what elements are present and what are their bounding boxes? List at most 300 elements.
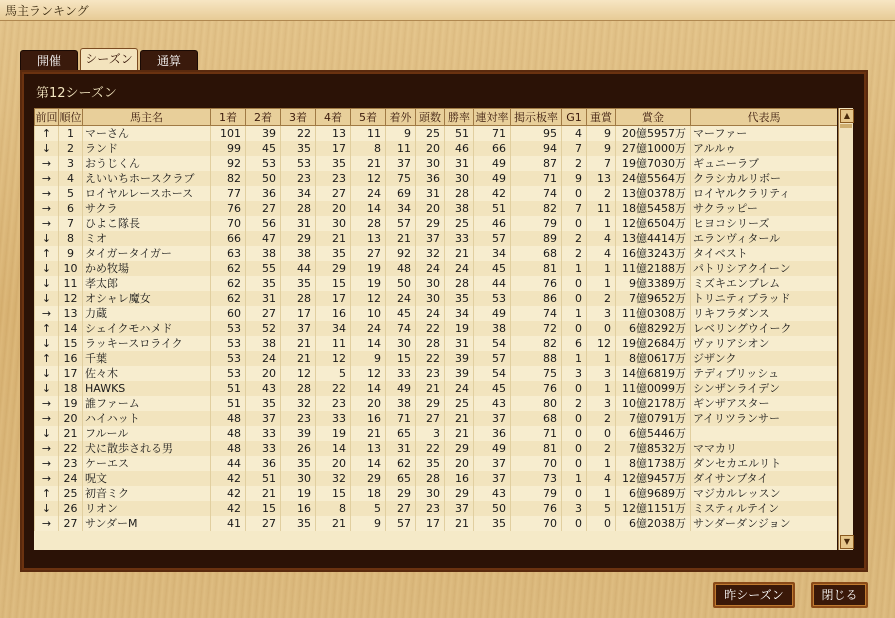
cell-prize: 12億1151万 bbox=[616, 501, 691, 516]
cell-prize: 6億9689万 bbox=[616, 486, 691, 501]
prev-season-button[interactable]: 昨シーズン bbox=[713, 582, 795, 608]
cell-top-horse: ロイヤルクラリティ bbox=[691, 186, 838, 201]
cell-board-rate: 80 bbox=[511, 396, 562, 411]
cell-third: 44 bbox=[281, 261, 316, 276]
cell-third: 29 bbox=[281, 231, 316, 246]
cell-second: 35 bbox=[246, 276, 281, 291]
cell-rank: 16 bbox=[59, 351, 83, 366]
cell-outside: 15 bbox=[386, 351, 416, 366]
cell-place-rate: 43 bbox=[474, 396, 511, 411]
scroll-up-icon[interactable]: ▲ bbox=[840, 109, 854, 123]
table-row[interactable] bbox=[35, 276, 838, 291]
cell-owner: サクラ bbox=[83, 201, 211, 216]
cell-grade: 2 bbox=[587, 441, 616, 456]
cell-third: 16 bbox=[281, 501, 316, 516]
cell-board-rate: 68 bbox=[511, 411, 562, 426]
cell-top-horse: ミスティルテイン bbox=[691, 501, 838, 516]
cell-second: 15 bbox=[246, 501, 281, 516]
cell-place-rate: 37 bbox=[474, 456, 511, 471]
cell-place-rate: 35 bbox=[474, 516, 511, 531]
cell-fourth: 35 bbox=[316, 246, 351, 261]
tab-session[interactable]: 開催 bbox=[20, 50, 78, 71]
cell-fourth: 5 bbox=[316, 366, 351, 381]
cell-horses: 31 bbox=[416, 186, 445, 201]
table-row[interactable] bbox=[35, 291, 838, 306]
cell-top-horse: ヴァリアシオン bbox=[691, 336, 838, 351]
cell-board-rate: 88 bbox=[511, 351, 562, 366]
cell-fifth: 28 bbox=[351, 216, 386, 231]
cell-fifth: 9 bbox=[351, 351, 386, 366]
cell-board-rate: 76 bbox=[511, 276, 562, 291]
cell-prize: 6億8292万 bbox=[616, 321, 691, 336]
cell-horses: 24 bbox=[416, 261, 445, 276]
table-row[interactable] bbox=[35, 486, 838, 501]
cell-owner: 初音ミク bbox=[83, 486, 211, 501]
cell-top-horse: パトリシアクイーン bbox=[691, 261, 838, 276]
cell-top-horse: ヒヨコシリーズ bbox=[691, 216, 838, 231]
cell-outside: 31 bbox=[386, 441, 416, 456]
cell-second: 33 bbox=[246, 441, 281, 456]
cell-horses: 28 bbox=[416, 336, 445, 351]
ranking-table bbox=[34, 108, 837, 531]
cell-win-rate: 24 bbox=[445, 381, 474, 396]
header-fifth[interactable]: 5着 bbox=[351, 109, 386, 126]
cell-fourth: 30 bbox=[316, 216, 351, 231]
cell-outside: 29 bbox=[386, 486, 416, 501]
cell-owner: ミオ bbox=[83, 231, 211, 246]
cell-grade: 1 bbox=[587, 381, 616, 396]
cell-fifth: 10 bbox=[351, 306, 386, 321]
cell-rank: 18 bbox=[59, 381, 83, 396]
cell-prize: 11億2188万 bbox=[616, 261, 691, 276]
cell-g1: 3 bbox=[562, 366, 587, 381]
cell-owner: リオン bbox=[83, 501, 211, 516]
table-row[interactable] bbox=[35, 501, 838, 516]
cell-prev: ↑ bbox=[35, 351, 59, 366]
cell-win-rate: 37 bbox=[445, 501, 474, 516]
cell-fourth: 15 bbox=[316, 486, 351, 501]
cell-g1: 0 bbox=[562, 411, 587, 426]
cell-place-rate: 37 bbox=[474, 411, 511, 426]
cell-third: 30 bbox=[281, 471, 316, 486]
cell-prev: ↑ bbox=[35, 126, 59, 142]
header-prev[interactable]: 前回 bbox=[35, 109, 59, 126]
cell-win-rate: 39 bbox=[445, 351, 474, 366]
table-row[interactable] bbox=[35, 381, 838, 396]
cell-top-horse: サンダーダンジョン bbox=[691, 516, 838, 531]
cell-first: 99 bbox=[211, 141, 246, 156]
cell-board-rate: 74 bbox=[511, 306, 562, 321]
cell-second: 52 bbox=[246, 321, 281, 336]
cell-first: 53 bbox=[211, 366, 246, 381]
cell-grade: 1 bbox=[587, 351, 616, 366]
cell-third: 35 bbox=[281, 516, 316, 531]
cell-top-horse: エランヴィタール bbox=[691, 231, 838, 246]
cell-board-rate: 87 bbox=[511, 156, 562, 171]
cell-top-horse: テディブリッシュ bbox=[691, 366, 838, 381]
cell-second: 36 bbox=[246, 186, 281, 201]
cell-owner: シェイクモハメド bbox=[83, 321, 211, 336]
cell-win-rate: 51 bbox=[445, 126, 474, 142]
cell-fourth: 29 bbox=[316, 261, 351, 276]
cell-second: 45 bbox=[246, 141, 281, 156]
cell-second: 31 bbox=[246, 291, 281, 306]
cell-win-rate: 19 bbox=[445, 321, 474, 336]
table-row[interactable] bbox=[35, 201, 838, 216]
cell-fifth: 14 bbox=[351, 201, 386, 216]
cell-third: 12 bbox=[281, 366, 316, 381]
cell-place-rate: 38 bbox=[474, 321, 511, 336]
header-owner[interactable]: 馬主名 bbox=[83, 109, 211, 126]
table-row[interactable] bbox=[35, 516, 838, 531]
cell-top-horse: ミズキエンブレム bbox=[691, 276, 838, 291]
cell-horses: 30 bbox=[416, 276, 445, 291]
cell-owner: ひよこ隊長 bbox=[83, 216, 211, 231]
cell-g1: 0 bbox=[562, 381, 587, 396]
cell-fourth: 19 bbox=[316, 426, 351, 441]
cell-second: 20 bbox=[246, 366, 281, 381]
cell-board-rate: 71 bbox=[511, 171, 562, 186]
cell-grade: 11 bbox=[587, 201, 616, 216]
cell-place-rate: 49 bbox=[474, 306, 511, 321]
cell-first: 82 bbox=[211, 171, 246, 186]
cell-third: 28 bbox=[281, 291, 316, 306]
table-row[interactable] bbox=[35, 396, 838, 411]
header-outside[interactable]: 着外 bbox=[386, 109, 416, 126]
cell-board-rate: 70 bbox=[511, 516, 562, 531]
cell-fifth: 14 bbox=[351, 381, 386, 396]
cell-g1: 0 bbox=[562, 486, 587, 501]
header-rank[interactable]: 順位 bbox=[59, 109, 83, 126]
cell-prev: ↑ bbox=[35, 486, 59, 501]
cell-board-rate: 75 bbox=[511, 366, 562, 381]
cell-outside: 74 bbox=[386, 321, 416, 336]
cell-horses: 27 bbox=[416, 411, 445, 426]
cell-rank: 13 bbox=[59, 306, 83, 321]
table-row[interactable] bbox=[35, 171, 838, 186]
cell-top-horse: マジカルレッスン bbox=[691, 486, 838, 501]
cell-outside: 37 bbox=[386, 156, 416, 171]
cell-outside: 33 bbox=[386, 366, 416, 381]
cell-second: 36 bbox=[246, 456, 281, 471]
table-row[interactable] bbox=[35, 231, 838, 246]
cell-prize: 14億6819万 bbox=[616, 366, 691, 381]
cell-prev: → bbox=[35, 171, 59, 186]
cell-second: 51 bbox=[246, 471, 281, 486]
table-row[interactable] bbox=[35, 261, 838, 276]
season-label: 第12シーズン bbox=[36, 86, 117, 101]
table-row[interactable] bbox=[35, 216, 838, 231]
cell-prev: ↓ bbox=[35, 291, 59, 306]
cell-first: 62 bbox=[211, 276, 246, 291]
table-row[interactable] bbox=[35, 186, 838, 201]
cell-first: 62 bbox=[211, 261, 246, 276]
cell-second: 38 bbox=[246, 336, 281, 351]
cell-second: 43 bbox=[246, 381, 281, 396]
header-board-rate[interactable]: 掲示板率 bbox=[511, 109, 562, 126]
cell-prize: 20億5957万 bbox=[616, 126, 691, 142]
header-prize[interactable]: 賞金 bbox=[616, 109, 691, 126]
cell-owner: 佐々木 bbox=[83, 366, 211, 381]
cell-top-horse: シンザンライデン bbox=[691, 381, 838, 396]
cell-rank: 26 bbox=[59, 501, 83, 516]
table-row[interactable] bbox=[35, 246, 838, 261]
cell-g1: 1 bbox=[562, 306, 587, 321]
cell-second: 21 bbox=[246, 486, 281, 501]
cell-place-rate: 66 bbox=[474, 141, 511, 156]
cell-grade: 7 bbox=[587, 156, 616, 171]
cell-owner: 誰ファーム bbox=[83, 396, 211, 411]
cell-g1: 2 bbox=[562, 156, 587, 171]
cell-rank: 23 bbox=[59, 456, 83, 471]
cell-outside: 45 bbox=[386, 306, 416, 321]
header-grade[interactable]: 重賞 bbox=[587, 109, 616, 126]
tab-season[interactable]: シーズン bbox=[80, 48, 138, 71]
cell-prev: → bbox=[35, 186, 59, 201]
cell-outside: 11 bbox=[386, 141, 416, 156]
cell-prev: ↓ bbox=[35, 366, 59, 381]
cell-fourth: 21 bbox=[316, 516, 351, 531]
cell-prize: 7億8532万 bbox=[616, 441, 691, 456]
cell-top-horse: アイリツランサー bbox=[691, 411, 838, 426]
header-first[interactable]: 1着 bbox=[211, 109, 246, 126]
cell-rank: 1 bbox=[59, 126, 83, 142]
cell-horses: 21 bbox=[416, 381, 445, 396]
table-row[interactable] bbox=[35, 471, 838, 486]
cell-fourth: 35 bbox=[316, 156, 351, 171]
cell-first: 53 bbox=[211, 321, 246, 336]
close-button[interactable]: 閉じる bbox=[811, 582, 868, 608]
tab-total[interactable]: 通算 bbox=[140, 50, 198, 71]
cell-second: 55 bbox=[246, 261, 281, 276]
cell-board-rate: 71 bbox=[511, 426, 562, 441]
cell-place-rate: 49 bbox=[474, 171, 511, 186]
cell-prize: 18億5458万 bbox=[616, 201, 691, 216]
cell-outside: 24 bbox=[386, 291, 416, 306]
cell-third: 21 bbox=[281, 336, 316, 351]
cell-g1: 1 bbox=[562, 351, 587, 366]
cell-prev: ↓ bbox=[35, 501, 59, 516]
cell-top-horse: ジザンク bbox=[691, 351, 838, 366]
cell-third: 31 bbox=[281, 216, 316, 231]
header-third[interactable]: 3着 bbox=[281, 109, 316, 126]
cell-outside: 50 bbox=[386, 276, 416, 291]
cell-prev: ↓ bbox=[35, 231, 59, 246]
cell-first: 63 bbox=[211, 246, 246, 261]
cell-third: 35 bbox=[281, 456, 316, 471]
cell-rank: 2 bbox=[59, 141, 83, 156]
cell-horses: 30 bbox=[416, 156, 445, 171]
table-row[interactable] bbox=[35, 126, 838, 142]
scroll-thumb[interactable] bbox=[840, 124, 852, 128]
cell-g1: 2 bbox=[562, 231, 587, 246]
cell-fourth: 16 bbox=[316, 306, 351, 321]
cell-prev: ↓ bbox=[35, 261, 59, 276]
cell-horses: 20 bbox=[416, 141, 445, 156]
cell-third: 53 bbox=[281, 156, 316, 171]
cell-first: 41 bbox=[211, 516, 246, 531]
cell-third: 23 bbox=[281, 411, 316, 426]
cell-board-rate: 81 bbox=[511, 441, 562, 456]
cell-second: 35 bbox=[246, 396, 281, 411]
cell-win-rate: 33 bbox=[445, 231, 474, 246]
cell-rank: 21 bbox=[59, 426, 83, 441]
cell-fifth: 8 bbox=[351, 141, 386, 156]
cell-horses: 30 bbox=[416, 486, 445, 501]
cell-first: 62 bbox=[211, 291, 246, 306]
cell-prize: 16億3243万 bbox=[616, 246, 691, 261]
cell-prev: → bbox=[35, 516, 59, 531]
cell-fourth: 20 bbox=[316, 201, 351, 216]
cell-g1: 0 bbox=[562, 291, 587, 306]
cell-rank: 9 bbox=[59, 246, 83, 261]
table-row[interactable] bbox=[35, 336, 838, 351]
cell-win-rate: 29 bbox=[445, 441, 474, 456]
cell-fifth: 5 bbox=[351, 501, 386, 516]
header-horses[interactable]: 頭数 bbox=[416, 109, 445, 126]
cell-first: 48 bbox=[211, 426, 246, 441]
header-win-rate[interactable]: 勝率 bbox=[445, 109, 474, 126]
table-row[interactable] bbox=[35, 426, 838, 441]
cell-grade: 3 bbox=[587, 396, 616, 411]
cell-grade: 1 bbox=[587, 216, 616, 231]
cell-prev: → bbox=[35, 156, 59, 171]
scrollbar[interactable] bbox=[838, 108, 853, 550]
cell-grade: 4 bbox=[587, 246, 616, 261]
cell-g1: 7 bbox=[562, 201, 587, 216]
cell-fifth: 20 bbox=[351, 396, 386, 411]
header-second[interactable]: 2着 bbox=[246, 109, 281, 126]
header-place-rate[interactable]: 連対率 bbox=[474, 109, 511, 126]
cell-fifth: 12 bbox=[351, 171, 386, 186]
cell-fifth: 24 bbox=[351, 186, 386, 201]
cell-fourth: 14 bbox=[316, 441, 351, 456]
cell-first: 48 bbox=[211, 441, 246, 456]
cell-fifth: 24 bbox=[351, 321, 386, 336]
cell-horses: 22 bbox=[416, 351, 445, 366]
table-body bbox=[35, 126, 838, 532]
cell-place-rate: 34 bbox=[474, 246, 511, 261]
cell-fifth: 14 bbox=[351, 456, 386, 471]
cell-owner: ラッキースロライク bbox=[83, 336, 211, 351]
cell-second: 33 bbox=[246, 426, 281, 441]
header-fourth[interactable]: 4着 bbox=[316, 109, 351, 126]
cell-grade: 1 bbox=[587, 486, 616, 501]
cell-outside: 34 bbox=[386, 201, 416, 216]
cell-prev: → bbox=[35, 441, 59, 456]
table-row[interactable] bbox=[35, 321, 838, 336]
table-row[interactable] bbox=[35, 351, 838, 366]
cell-second: 53 bbox=[246, 156, 281, 171]
cell-grade: 1 bbox=[587, 276, 616, 291]
cell-first: 60 bbox=[211, 306, 246, 321]
cell-board-rate: 81 bbox=[511, 261, 562, 276]
cell-board-rate: 73 bbox=[511, 471, 562, 486]
cell-grade: 1 bbox=[587, 261, 616, 276]
cell-outside: 62 bbox=[386, 456, 416, 471]
header-g1[interactable]: G1 bbox=[562, 109, 587, 126]
cell-prize: 10億2178万 bbox=[616, 396, 691, 411]
cell-rank: 24 bbox=[59, 471, 83, 486]
table-row[interactable] bbox=[35, 411, 838, 426]
cell-grade: 2 bbox=[587, 411, 616, 426]
cell-g1: 0 bbox=[562, 186, 587, 201]
cell-place-rate: 57 bbox=[474, 231, 511, 246]
cell-g1: 0 bbox=[562, 456, 587, 471]
cell-board-rate: 74 bbox=[511, 186, 562, 201]
cell-win-rate: 29 bbox=[445, 486, 474, 501]
cell-horses: 35 bbox=[416, 456, 445, 471]
cell-rank: 7 bbox=[59, 216, 83, 231]
cell-win-rate: 21 bbox=[445, 516, 474, 531]
cell-grade: 0 bbox=[587, 426, 616, 441]
cell-win-rate: 34 bbox=[445, 306, 474, 321]
cell-third: 26 bbox=[281, 441, 316, 456]
cell-owner: フルール bbox=[83, 426, 211, 441]
table-row[interactable] bbox=[35, 156, 838, 171]
header-top-horse[interactable]: 代表馬 bbox=[691, 109, 838, 126]
cell-third: 38 bbox=[281, 246, 316, 261]
cell-fourth: 21 bbox=[316, 231, 351, 246]
cell-fourth: 22 bbox=[316, 381, 351, 396]
table-row[interactable] bbox=[35, 441, 838, 456]
cell-third: 37 bbox=[281, 321, 316, 336]
cell-prize: 19億2684万 bbox=[616, 336, 691, 351]
cell-prev: ↓ bbox=[35, 336, 59, 351]
cell-top-horse: ギンザアスター bbox=[691, 396, 838, 411]
cell-grade: 12 bbox=[587, 336, 616, 351]
table-row[interactable] bbox=[35, 456, 838, 471]
cell-grade: 9 bbox=[587, 141, 616, 156]
cell-win-rate: 30 bbox=[445, 171, 474, 186]
cell-outside: 57 bbox=[386, 216, 416, 231]
cell-owner: 力蔵 bbox=[83, 306, 211, 321]
cell-grade: 4 bbox=[587, 231, 616, 246]
cell-owner: 孝太郎 bbox=[83, 276, 211, 291]
cell-win-rate: 25 bbox=[445, 396, 474, 411]
ranking-table-container[interactable] bbox=[34, 108, 837, 550]
cell-grade: 3 bbox=[587, 366, 616, 381]
cell-place-rate: 44 bbox=[474, 276, 511, 291]
table-row[interactable] bbox=[35, 366, 838, 381]
cell-horses: 29 bbox=[416, 216, 445, 231]
cell-fourth: 23 bbox=[316, 396, 351, 411]
cell-second: 37 bbox=[246, 411, 281, 426]
table-row[interactable] bbox=[35, 306, 838, 321]
cell-outside: 92 bbox=[386, 246, 416, 261]
cell-prev: ↓ bbox=[35, 276, 59, 291]
cell-top-horse: マーファー bbox=[691, 126, 838, 142]
scroll-down-icon[interactable]: ▼ bbox=[840, 535, 854, 549]
cell-rank: 11 bbox=[59, 276, 83, 291]
cell-place-rate: 45 bbox=[474, 261, 511, 276]
cell-rank: 8 bbox=[59, 231, 83, 246]
cell-grade: 9 bbox=[587, 126, 616, 142]
cell-prize: 7億9652万 bbox=[616, 291, 691, 306]
cell-fifth: 14 bbox=[351, 336, 386, 351]
cell-board-rate: 68 bbox=[511, 246, 562, 261]
cell-board-rate: 86 bbox=[511, 291, 562, 306]
cell-fifth: 19 bbox=[351, 276, 386, 291]
cell-top-horse: タイベスト bbox=[691, 246, 838, 261]
cell-fourth: 23 bbox=[316, 171, 351, 186]
cell-g1: 2 bbox=[562, 396, 587, 411]
table-row[interactable] bbox=[35, 141, 838, 156]
cell-board-rate: 89 bbox=[511, 231, 562, 246]
cell-top-horse: サクラッピー bbox=[691, 201, 838, 216]
cell-rank: 19 bbox=[59, 396, 83, 411]
cell-second: 50 bbox=[246, 171, 281, 186]
